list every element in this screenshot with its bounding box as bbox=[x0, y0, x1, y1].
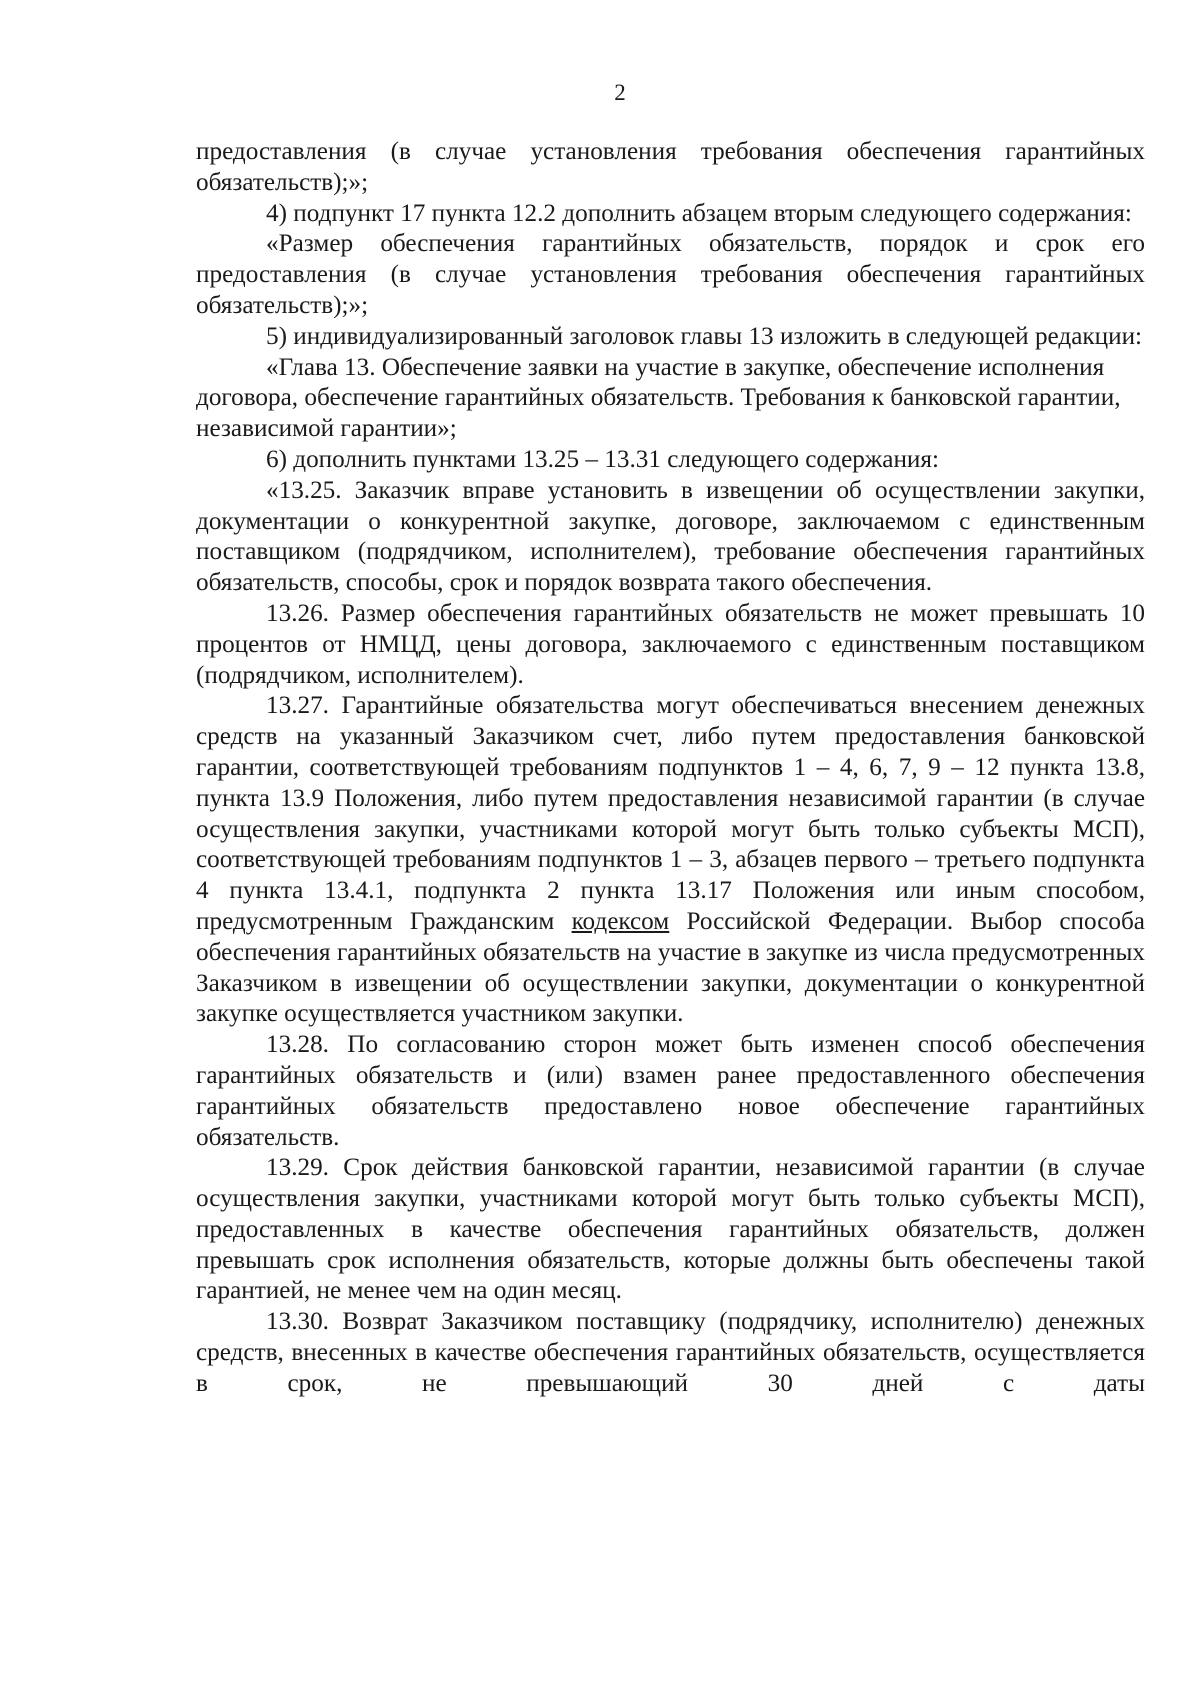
page-number: 2 bbox=[614, 80, 626, 105]
paragraph-13-27 bbox=[196, 691, 1145, 1030]
civil-code-link[interactable]: кодексом bbox=[571, 907, 670, 935]
paragraph-13-25: «13.25. Заказчик вправе установить в извещении об осуществлении закупки, документации о конкурентной закупке, договоре, заключаемом с единственным поставщиком (подрядчиком, исполнителем), требование обеспечения гарантийных обязательств, способы, срок и порядок возврата такого обеспечения. bbox=[196, 476, 1145, 597]
paragraph-13-28: 13.28. По согласованию сторон может быть изменен способ обеспечения гарантийных обязательств и (или) взамен ранее предоставленного обеспечения гарантийных обязательств предоставлено новое обеспечение гарантийных обязательств. bbox=[196, 1031, 1145, 1151]
paragraph-item-4-quote: «Размер обеспечения гарантийных обязательств, порядок и срок его предоставления (в случае установления требования обеспечения гарантийных обязательств);»; bbox=[196, 230, 1145, 319]
paragraph-item-5-quote: «Глава 13. Обеспечение заявки на участие в закупке, обеспечение исполнения договора, обеспечение гарантийных обязательств. Требования к банковской гарантии, независимой гарантии»; bbox=[196, 353, 1121, 443]
paragraph-13-30: 13.30. Возврат Заказчиком поставщику (подрядчику, исполнителю) денежных средств, внесенных в качестве обеспечения гарантийных обязательств, осуществляется в срок, не превышающий 30 дней с даты bbox=[196, 1308, 1145, 1397]
paragraph-13-27-part-b: Российской Федерации. Выбор способа обеспечения гарантийных обязательств на участие в закупке из числа предусмотренных Заказчиком в извещении об осуществлении закупки, документации о конкурентной закупке осуществляется участником закупки. bbox=[196, 907, 1145, 1028]
paragraph-continuation: предоставления (в случае установления требования обеспечения гарантийных обязательств);»; bbox=[196, 138, 1145, 196]
document-body bbox=[196, 137, 1145, 1400]
paragraph-13-27-part-a: 13.27. Гарантийные обязательства могут обеспечиваться внесением денежных средств на указанный Заказчиком счет, либо путем предоставления банковской гарантии, соответствующей требованиям подпунктов 1 – 4, 6, 7, 9 – 12 пункта 13.8, пункта 13.9 Положения, либо путем предоставления независимой гарантии (в случае осуществления закупки, участниками которой могут быть только субъекты МСП), соответствующей требованиям подпунктов 1 – 3, абзацев первого – третьего подпункта 4 пункта 13.4.1, подпункта 2 пункта 13.17 Положения или иным способом, предусмотренным Гражданским bbox=[196, 692, 1145, 935]
paragraph-13-29: 13.29. Срок действия банковской гарантии, независимой гарантии (в случае осуществления закупки, участниками которой могут быть только субъекты МСП), предоставленных в качестве обеспечения гарантийных обязательств, должен превышать срок исполнения обязательств, которые должны быть обеспечены такой гарантией, не менее чем на один месяц. bbox=[196, 1154, 1145, 1305]
paragraph-item-6: 6) дополнить пунктами 13.25 – 13.31 следующего содержания: bbox=[266, 445, 939, 473]
paragraph-item-5: 5) индивидуализированный заголовок главы 13 изложить в следующей редакции: bbox=[266, 322, 1143, 350]
paragraph-13-26: 13.26. Размер обеспечения гарантийных обязательств не может превышать 10 процентов от НМЦД, цены договора, заключаемого с единственным поставщиком (подрядчиком, исполнителем). bbox=[196, 599, 1145, 689]
paragraph-item-4: 4) подпункт 17 пункта 12.2 дополнить абзацем вторым следующего содержания: bbox=[266, 199, 1132, 227]
